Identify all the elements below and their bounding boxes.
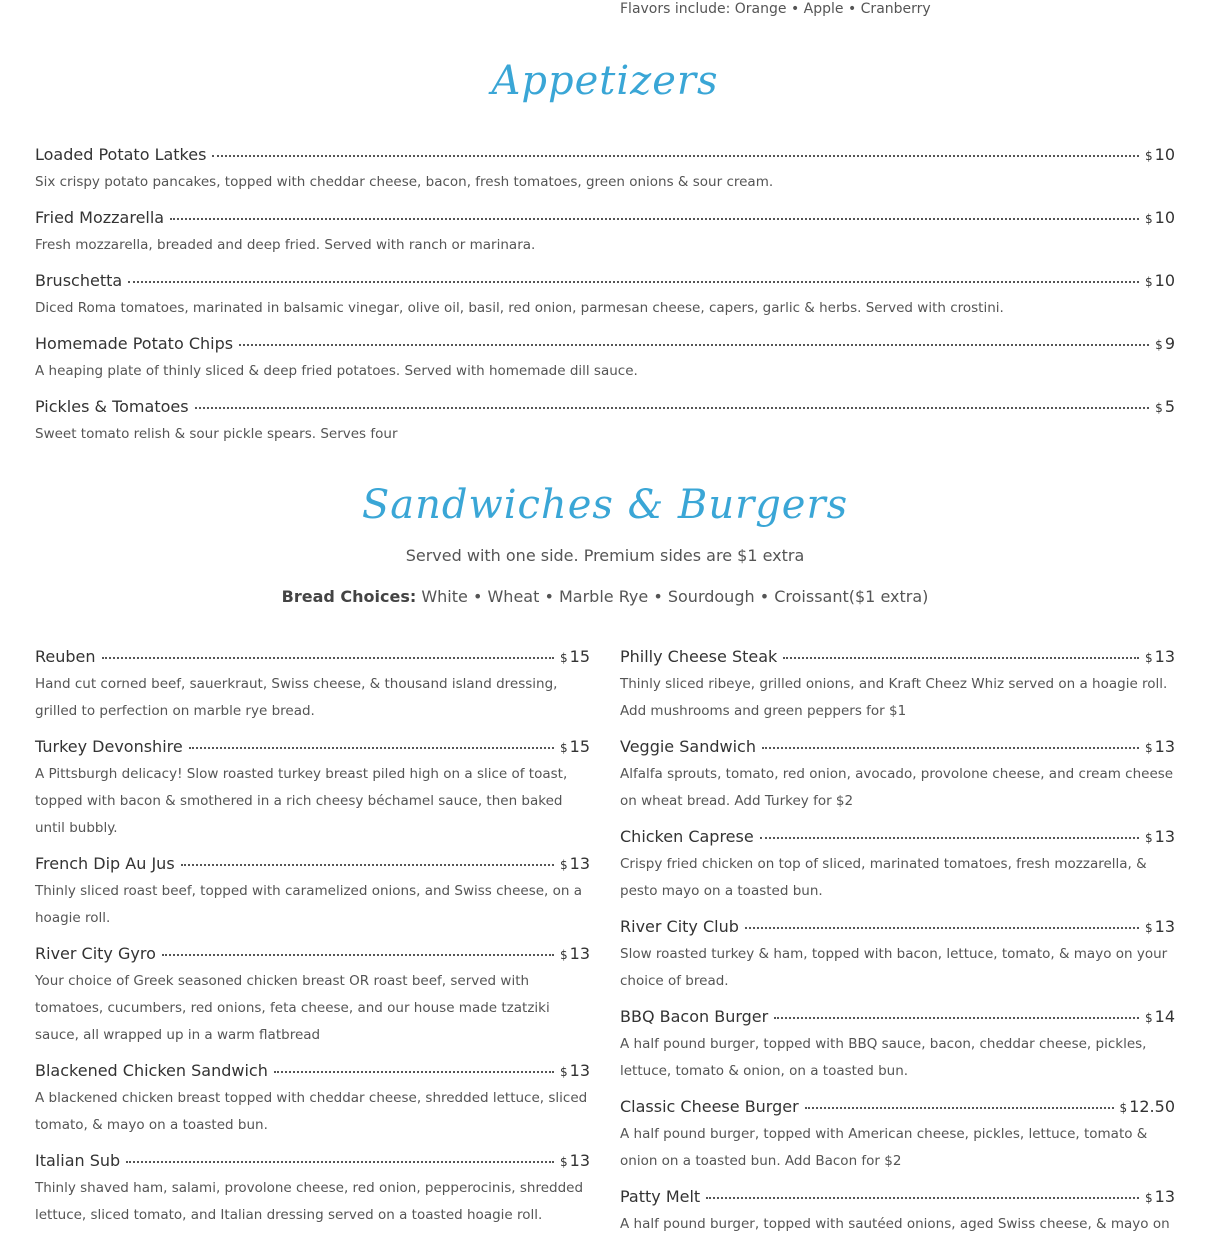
dot-leader [102, 657, 554, 659]
sandwiches-burgers-heading: Sandwiches & Burgers [361, 482, 849, 528]
item-description: Fresh mozzarella, breaded and deep fried. Served with ranch or marinara. [35, 237, 536, 253]
item-name: BBQ Bacon Burger [620, 1007, 769, 1026]
dot-leader [212, 155, 1139, 157]
menu-item-veggie-sandwich [620, 737, 1175, 815]
dot-leader [195, 407, 1150, 409]
item-price: $ 10 [1145, 145, 1175, 164]
item-description: Hand cut corned beef, sauerkraut, Swiss cheese, & thousand island dressing, grilled to perfection on marble rye bread. [35, 676, 558, 719]
item-price: $ 12.50 [1119, 1097, 1175, 1116]
item-price: $ 13 [1145, 827, 1175, 846]
item-name: Veggie Sandwich [620, 737, 756, 756]
dot-leader [181, 864, 554, 866]
item-name: Reuben [35, 647, 96, 666]
appetizers-heading: Appetizers [491, 58, 719, 104]
item-description: A Pittsburgh delicacy! Slow roasted turkey breast piled high on a slice of toast, topped with bacon & smothered in a rich cheesy béchamel sauce, then baked until bubbly. [35, 766, 568, 836]
item-price: $ 10 [1145, 271, 1175, 290]
item-name: Blackened Chicken Sandwich [35, 1061, 268, 1080]
menu-item-blackened-chicken-sandwich [35, 1061, 590, 1139]
bread-choices-options: White • Wheat • Marble Rye • Sourdough • Croissant($1 extra) [421, 587, 929, 606]
item-name: Patty Melt [620, 1187, 701, 1206]
dot-leader [274, 1071, 554, 1073]
item-description: Slow roasted turkey & ham, topped with bacon, lettuce, tomato, & mayo on your choice of bread. [620, 946, 1168, 989]
item-description: Six crispy potato pancakes, topped with cheddar cheese, bacon, fresh tomatoes, green onions & sour cream. [35, 174, 774, 190]
item-price: $ 15 [560, 737, 590, 756]
dot-leader [239, 344, 1149, 346]
item-price: $ 13 [560, 944, 590, 963]
item-description: Alfalfa sprouts, tomato, red onion, avocado, provolone cheese, and cream cheese on wheat bread. Add Turkey for $2 [620, 766, 1174, 809]
item-description: A heaping plate of thinly sliced & deep fried potatoes. Served with homemade dill sauce. [35, 363, 638, 379]
item-name: Loaded Potato Latkes [35, 145, 207, 164]
dot-leader [706, 1197, 1139, 1199]
item-name: Classic Cheese Burger [620, 1097, 799, 1116]
menu-item-bruschetta [35, 271, 1175, 322]
menu-item-river-city-gyro [35, 944, 590, 1049]
item-name: Fried Mozzarella [35, 208, 165, 227]
menu-item-french-dip-au-jus [35, 854, 590, 932]
item-description: Thinly sliced roast beef, topped with caramelized onions, and Swiss cheese, on a hoagie roll. [35, 883, 583, 926]
item-name: French Dip Au Jus [35, 854, 175, 873]
bread-choices [0, 587, 1210, 606]
item-description: A half pound burger, topped with BBQ sauce, bacon, cheddar cheese, pickles, lettuce, tomato & onion, on a toasted bun. [620, 1036, 1147, 1079]
dot-leader [805, 1107, 1114, 1109]
dot-leader [126, 1161, 554, 1163]
dot-leader [760, 837, 1139, 839]
menu-item-pickles-tomatoes [35, 397, 1175, 448]
item-price: $ 15 [560, 647, 590, 666]
menu-item-philly-cheese-steak [620, 647, 1175, 725]
item-price: $ 9 [1155, 334, 1175, 353]
item-description: Your choice of Greek seasoned chicken breast OR roast beef, served with tomatoes, cucumbers, red onions, feta cheese, and our house made tzatziki sauce, all wrapped up in a warm flatbread [35, 973, 550, 1043]
item-name: Chicken Caprese [620, 827, 754, 846]
dot-leader [170, 218, 1139, 220]
item-description: Thinly shaved ham, salami, provolone cheese, red onion, pepperocinis, shredded lettuce, sliced tomato, and Italian dressing served on a toasted hoagie roll. [35, 1180, 584, 1223]
item-price: $ 13 [1145, 737, 1175, 756]
flavors-note: Flavors include: Orange • Apple • Cranberry [620, 1, 931, 17]
menu-item-patty-melt [620, 1187, 1175, 1238]
dot-leader [762, 747, 1139, 749]
bread-choices-label: Bread Choices: [281, 587, 417, 606]
menu-item-reuben [35, 647, 590, 725]
item-price: $ 13 [1145, 1187, 1175, 1206]
menu-item-bbq-bacon-burger [620, 1007, 1175, 1085]
item-price: $ 13 [560, 1151, 590, 1170]
menu-item-classic-cheese-burger [620, 1097, 1175, 1175]
item-price: $ 13 [1145, 647, 1175, 666]
item-price: $ 10 [1145, 208, 1175, 227]
item-name: Turkey Devonshire [35, 737, 183, 756]
dot-leader [128, 281, 1139, 283]
menu-item-river-city-club [620, 917, 1175, 995]
item-description: A blackened chicken breast topped with cheddar cheese, shredded lettuce, sliced tomato, & mayo on a toasted bun. [35, 1090, 588, 1133]
dot-leader [774, 1017, 1139, 1019]
menu-item-fried-mozzarella [35, 208, 1175, 259]
item-description: A half pound burger, topped with sautéed onions, aged Swiss cheese, & mayo on [620, 1216, 1170, 1232]
sides-note: Served with one side. Premium sides are $1 extra [405, 546, 805, 565]
item-description: Crispy fried chicken on top of sliced, marinated tomatoes, fresh mozzarella, & pesto mayo on a toasted bun. [620, 856, 1147, 899]
item-price: $ 5 [1155, 397, 1175, 416]
item-name: Italian Sub [35, 1151, 121, 1170]
item-price: $ 14 [1145, 1007, 1175, 1026]
item-description: Sweet tomato relish & sour pickle spears. Serves four [35, 426, 398, 442]
dot-leader [162, 954, 554, 956]
menu-item-homemade-potato-chips [35, 334, 1175, 385]
item-name: River City Gyro [35, 944, 156, 963]
item-name: Philly Cheese Steak [620, 647, 778, 666]
item-name: Pickles & Tomatoes [35, 397, 189, 416]
dot-leader [745, 927, 1139, 929]
item-description: Diced Roma tomatoes, marinated in balsamic vinegar, olive oil, basil, red onion, parmesan cheese, capers, garlic & herbs. Served with crostini. [35, 300, 1004, 316]
item-price: $ 13 [560, 854, 590, 873]
item-name: Bruschetta [35, 271, 123, 290]
menu-item-loaded-potato-latkes [35, 145, 1175, 196]
item-price: $ 13 [1145, 917, 1175, 936]
dot-leader [189, 747, 554, 749]
item-description: Thinly sliced ribeye, grilled onions, and Kraft Cheez Whiz served on a hoagie roll. Add mushrooms and green peppers for $1 [620, 676, 1168, 719]
item-description: A half pound burger, topped with American cheese, pickles, lettuce, tomato & onion on a toasted bun. Add Bacon for $2 [620, 1126, 1148, 1169]
item-price: $ 13 [560, 1061, 590, 1080]
menu-item-chicken-caprese [620, 827, 1175, 905]
dot-leader [783, 657, 1139, 659]
item-name: Homemade Potato Chips [35, 334, 234, 353]
menu-item-italian-sub [35, 1151, 590, 1229]
item-name: River City Club [620, 917, 739, 936]
menu-item-turkey-devonshire [35, 737, 590, 842]
